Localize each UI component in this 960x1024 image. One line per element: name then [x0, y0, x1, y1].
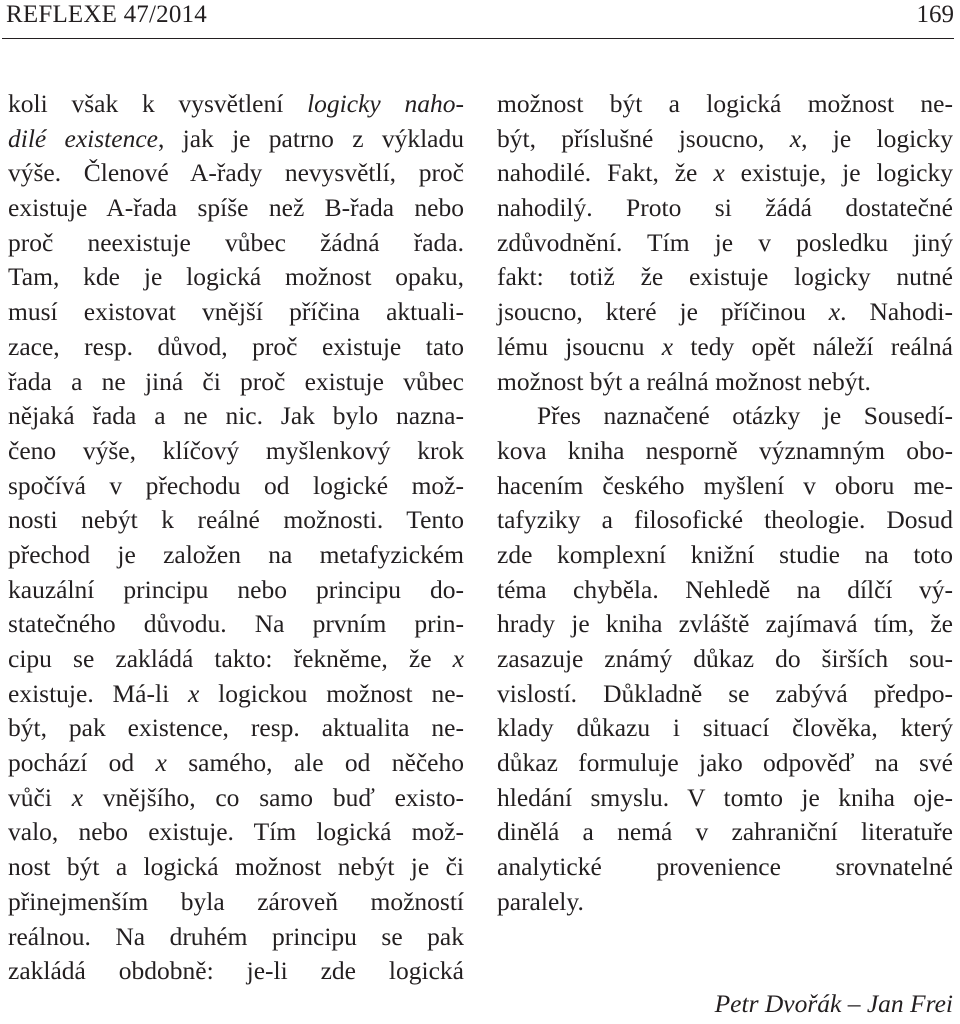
text-line: existuje. Má-li x logickou možnost ne-	[8, 678, 465, 708]
text-line: přinejmenším byla zároveň možností	[8, 886, 464, 916]
text-line: hacením českého myšlení v oboru me-	[497, 470, 953, 500]
journal-title: REFLEXE 47/2014	[6, 1, 207, 28]
text-line: nahodilý. Proto si žádá dostatečné	[497, 193, 953, 223]
text-line: musí existovat vnější příčina aktuali-	[8, 297, 464, 327]
text-line: spočívá v přechodu od logické mož-	[8, 470, 464, 500]
text-line: hrady je kniha zvláště zajímavá tím, že	[497, 609, 953, 639]
text-line: koli však k vysvětlení logicky naho-	[8, 89, 464, 118]
text-line: řada a ne jiná či proč existuje vůbec	[8, 366, 464, 396]
text-line: hledání smyslu. V tomto je kniha oje-	[497, 782, 953, 812]
left-column	[8, 87, 464, 989]
text-line: valo, nebo existuje. Tím logická mož-	[8, 817, 464, 847]
text-line: tafyziky a filosofické theologie. Dosud	[497, 505, 953, 535]
text-line: analytické provenience srovnatelné	[497, 852, 953, 882]
text-line: důkaz formuluje jako odpověď na své	[497, 748, 953, 778]
text-line: téma chyběla. Nehledě na dílčí vý-	[497, 574, 953, 604]
running-header	[2, 0, 954, 39]
text-line: nost být a logická možnost nebýt je či	[8, 852, 464, 882]
text-line: zace, resp. důvod, proč existuje tato	[8, 331, 464, 361]
text-line: být, příslušné jsoucno, x, je logicky	[497, 123, 953, 153]
text-line: být, pak existence, resp. aktualita ne-	[8, 713, 464, 743]
text-line: nahodilé. Fakt, že x existuje, je logicky	[497, 158, 953, 188]
text-line: výše. Členové A-řady nevysvětlí, proč	[8, 158, 464, 188]
text-line: klady důkazu i situací člověka, který	[497, 713, 953, 743]
text-line: Tam, kde je logická možnost opaku,	[8, 262, 464, 292]
text-line: lému jsoucnu x tedy opět náleží reálná	[497, 331, 953, 361]
text-line: nějaká řada a ne nic. Jak bylo nazna-	[8, 401, 464, 431]
text-line: možnost být a reálná možnost nebýt.	[497, 366, 871, 396]
text-line: existuje A-řada spíše než B-řada nebo	[8, 193, 464, 223]
text-line: reálnou. Na druhém principu se pak	[8, 921, 464, 951]
text-line: zakládá obdobně: je-li zde logická	[8, 956, 464, 986]
text-line: dinělá a nemá v zahraniční literatuře	[497, 817, 953, 847]
text-line: nosti nebýt k reálné možnosti. Tento	[8, 505, 464, 535]
text-line: paralely.	[497, 886, 584, 916]
text-line: vůči x vnějšího, co samo buď existo-	[8, 782, 464, 812]
text-line: pochází od x samého, ale od něčeho	[8, 748, 464, 778]
text-line: kauzální principu nebo principu do-	[8, 574, 464, 604]
text-line: statečného důvodu. Na prvním prin-	[8, 609, 464, 639]
text-line: zde komplexní knižní studie na toto	[497, 539, 953, 569]
text-line: zdůvodnění. Tím je v posledku jiný	[497, 227, 953, 257]
text-line: cipu se zakládá takto: řekněme, že x	[8, 644, 464, 673]
text-line: zasazuje známý důkaz do širších sou-	[497, 644, 953, 673]
text-line: Přes naznačené otázky je Sousedí-	[537, 401, 953, 431]
text-line: vislostí. Důkladně se zabývá předpo-	[497, 678, 953, 708]
page-number: 169	[916, 1, 954, 28]
text-line: proč neexistuje vůbec žádná řada.	[8, 227, 464, 257]
right-column	[497, 87, 953, 920]
text-line: jsoucno, které je příčinou x. Nahodi-	[497, 297, 953, 327]
text-line: dilé existence, jak je patrno z výkladu	[8, 123, 464, 153]
text-line: možnost být a logická možnost ne-	[497, 89, 953, 118]
text-line: přechod je založen na metafyzickém	[8, 539, 464, 569]
text-line: čeno výše, klíčový myšlenkový krok	[8, 435, 464, 465]
text-line: kova kniha nesporně významným obo-	[497, 435, 953, 465]
author-signature: Petr Dvořák – Jan Frei	[714, 989, 953, 1018]
text-line: fakt: totiž že existuje logicky nutné	[497, 262, 953, 292]
